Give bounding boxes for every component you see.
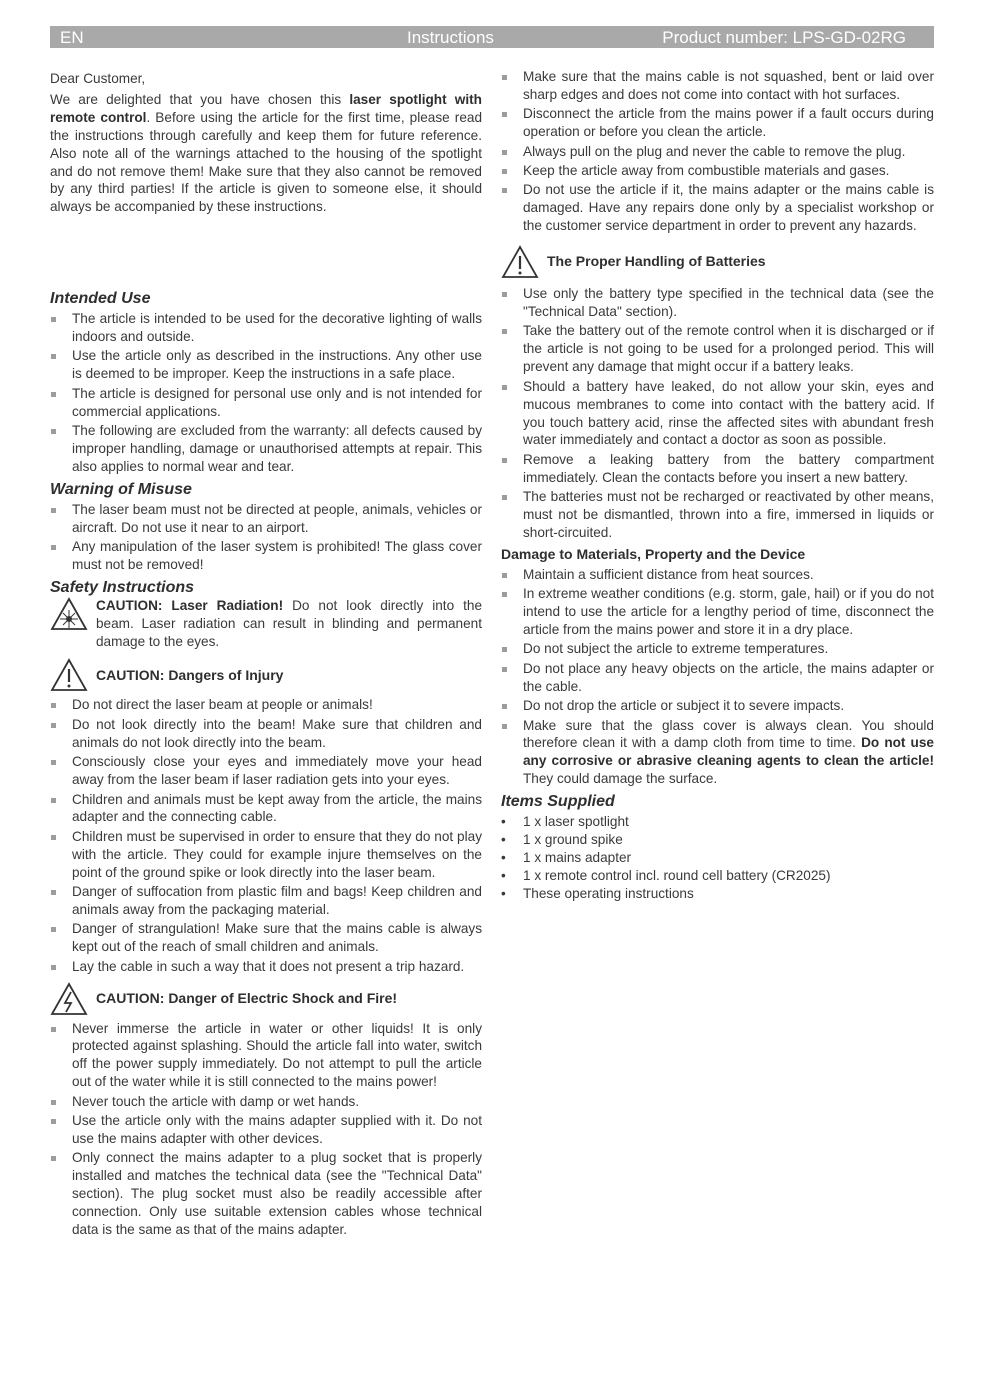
list-item: Remove a leaking battery from the battery compartment immediately. Clean the contacts before you insert a new battery. [501, 451, 934, 487]
list-item: Make sure that the mains cable is not squashed, bent or laid over sharp edges and does not come into contact with hot surfaces. [501, 68, 934, 104]
list-item: The article is designed for personal use only and is not intended for commercial applications. [50, 385, 482, 421]
list-item: Use the article only as described in the instructions. Any other use is deemed to be improper. Keep the instructions in a safe place. [50, 347, 482, 383]
misuse-title: Warning of Misuse [50, 480, 192, 498]
list-item: Never touch the article with damp or wet hands. [50, 1093, 482, 1111]
greeting: Dear Customer, [50, 71, 146, 86]
list-item: Always pull on the plug and never the cable to remove the plug. [501, 143, 934, 161]
warning-icon [501, 245, 539, 279]
laser-warning [50, 597, 482, 651]
list-item: Lay the cable in such a way that it does not present a trip hazard. [50, 958, 482, 976]
list-item: Danger of strangulation! Make sure that the mains cable is always kept out of the reach of small children and animals. [50, 920, 482, 956]
battery-list [501, 285, 934, 542]
list-item: Take the battery out of the remote control when it is discharged or if the article is not going to be used for a prolonged period. This will prevent any damage that might occur if a battery leaks. [501, 322, 934, 376]
list-item: Use the article only with the mains adapter supplied with it. Do not use the mains adapter with other devices. [50, 1112, 482, 1148]
list-item: Children and animals must be kept away from the article, the mains adapter and the connecting cable. [50, 791, 482, 827]
laser-warning-text: CAUTION: Laser Radiation! Do not look directly into the beam. Laser radiation can result in blinding and permanent damage to the eyes. [96, 597, 483, 649]
list-item: Do not use the article if it, the mains adapter or the mains cable is damaged. Have any repairs done only by a specialist workshop or the customer service department in order to prevent any hazards. [501, 181, 934, 235]
list-item: • These operating instructions [501, 885, 934, 903]
injury-warning [50, 658, 482, 692]
list-item: Only connect the mains adapter to a plug socket that is properly installed and matches the technical data (see the "Technical Data" section). The plug socket must also be readily accessible after connection. Only use suitable extension cables whose technical data is the same as that of the mains adapter. [50, 1149, 482, 1239]
warning-icon [50, 658, 88, 692]
list-item: Consciously close your eyes and immediately move your head away from the laser beam if laser radiation gets into your eyes. [50, 753, 482, 789]
right-column [501, 70, 934, 903]
electric-shock-icon [50, 982, 88, 1016]
list-item: The following are excluded from the warranty: all defects caused by improper handling, damage or unauthorised attempts at repair. This also applies to normal wear and tear. [50, 422, 482, 476]
injury-list [50, 696, 482, 975]
mains-list [501, 68, 934, 235]
header-title: Instructions [407, 28, 494, 47]
damage-list [501, 566, 934, 788]
safety-title: Safety Instructions [50, 578, 195, 596]
list-item: The article is intended to be used for the decorative lighting of walls indoors and outside. [50, 310, 482, 346]
misuse-list [50, 501, 482, 574]
list-item: Maintain a sufficient distance from heat sources. [501, 566, 934, 584]
list-item: Never immerse the article in water or other liquids! It is only protected against splashing. Should the article fall into water, switch off the power supply immediately. Do not attempt to pull the article out of the water while it is still connected to the mains power! [50, 1020, 482, 1092]
shock-warning [50, 982, 482, 1016]
list-item: The laser beam must not be directed at people, animals, vehicles or aircraft. Do not use it near to an airport. [50, 501, 482, 537]
list-item: • 1 x ground spike [501, 831, 934, 849]
items-supplied-title: Items Supplied [501, 793, 615, 811]
language-label: EN [60, 28, 84, 47]
list-item: Do not look directly into the beam! Make sure that children and animals do not look directly into the beam. [50, 716, 482, 752]
list-item: Make sure that the glass cover is always clean. You should therefore clean it with a damp cloth from time to time. Do not use any corrosive or abrasive cleaning agents to clean the article! They could damage the surface. [501, 717, 934, 789]
intro-paragraph: We are delighted that you have chosen this laser spotlight with remote control. Before using the article for the first time, please read the instructions through carefully and keep them for future reference. Also note all of the warnings attached to the housing of the spotlight and do not remove them! Make sure that they also cannot be removed by any third parties! If the article is given to someone else, it should always be accompanied by these instructions. [50, 91, 482, 215]
list-item: • 1 x remote control incl. round cell battery (CR2025) [501, 867, 934, 885]
list-item: The batteries must not be recharged or reactivated by other means, must not be dismantled, thrown into a fire, immersed in liquids or short-circuited. [501, 488, 934, 542]
intended-use-list [50, 310, 482, 476]
battery-warning [501, 245, 934, 279]
intended-use-title: Intended Use [50, 290, 151, 308]
list-item: Do not subject the article to extreme temperatures. [501, 640, 934, 658]
shock-list [50, 1020, 482, 1239]
list-item: Keep the article away from combustible materials and gases. [501, 162, 934, 180]
list-item: Do not direct the laser beam at people or animals! [50, 696, 482, 714]
injury-caption: CAUTION: Dangers of Injury [96, 666, 284, 683]
list-item: Any manipulation of the laser system is prohibited! The glass cover must not be removed! [50, 538, 482, 574]
shock-caption: CAUTION: Danger of Electric Shock and Fire! [96, 989, 398, 1006]
list-item: Children must be supervised in order to ensure that they do not play with the article. They could for example injure themselves on the point of the ground spike or look directly into the laser beam. [50, 828, 482, 882]
list-item: • 1 x laser spotlight [501, 813, 934, 831]
product-number: Product number: LPS-GD-02RG [662, 28, 906, 47]
list-item: Do not place any heavy objects on the article, the mains adapter or the cable. [501, 660, 934, 696]
list-item: Should a battery have leaked, do not allow your skin, eyes and mucous membranes to come into contact with the battery acid. If you touch battery acid, rinse the affected sites with abundant fresh water immediately and contact a doctor as soon as possible. [501, 378, 934, 450]
header-bar [50, 26, 934, 48]
list-item: Disconnect the article from the mains power if a fault occurs during operation or before you clean the article. [501, 105, 934, 141]
list-item: Use only the battery type specified in the technical data (see the "Technical Data" section). [501, 285, 934, 321]
list-item: Danger of suffocation from plastic film and bags! Keep children and animals away from the packaging material. [50, 883, 482, 919]
battery-caption: The Proper Handling of Batteries [547, 253, 766, 270]
list-item: In extreme weather conditions (e.g. storm, gale, hail) or if you do not intend to use the article for a lengthy period of time, disconnect the article from the mains power and store it in a dry place. [501, 585, 934, 639]
left-column [50, 70, 482, 1240]
list-item: • 1 x mains adapter [501, 849, 934, 867]
items-supplied-list [501, 813, 934, 903]
damage-title: Damage to Materials, Property and the Device [501, 545, 806, 562]
list-item: Do not drop the article or subject it to severe impacts. [501, 697, 934, 715]
laser-warning-icon [50, 597, 88, 631]
